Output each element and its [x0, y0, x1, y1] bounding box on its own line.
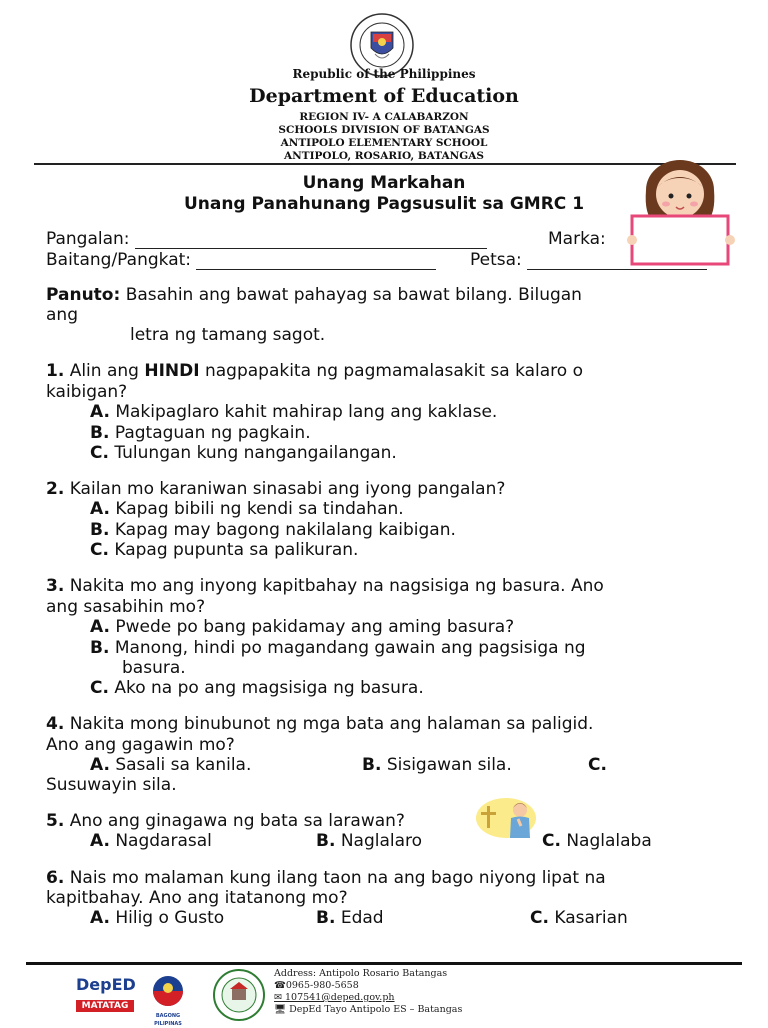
- grade-label: Baitang/Pangkat:: [46, 250, 192, 270]
- region-line: REGION IV- A CALABARZON: [299, 111, 469, 123]
- question-2: 2. Kailan mo karaniwan sinasabi ang iyong pangalan?: [46, 479, 506, 499]
- q4-option-b[interactable]: B. Sisigawan sila.: [362, 755, 512, 775]
- q5-option-c[interactable]: C. Naglalaba: [542, 831, 652, 851]
- title-quarter: Unang Markahan: [302, 173, 466, 193]
- q2-option-a[interactable]: A. Kapag bibili ng kendi sa tindahan.: [90, 499, 404, 519]
- footer-facebook: 🖥 DepEd Tayo Antipolo ES – Batangas: [274, 1004, 463, 1015]
- date-label: Petsa:: [470, 250, 522, 270]
- q3-option-b[interactable]: B. Manong, hindi po magandang gawain ang pagsisiga ng: [90, 638, 586, 658]
- bagong-pilipinas-text: BAGONG PILIPINAS: [154, 1013, 182, 1027]
- bagong-pilipinas-logo: [142, 974, 194, 1027]
- score-label: Marka:: [548, 229, 606, 249]
- instructions-label: Panuto:: [46, 285, 121, 305]
- q4-option-a[interactable]: A. Sasali sa kanila.: [90, 755, 252, 775]
- question-1: 1. Alin ang HINDI nagpapakita ng pagmamalasakit sa kalaro o: [46, 361, 584, 381]
- q5-option-a[interactable]: A. Nagdarasal: [90, 831, 212, 851]
- title-exam: Unang Panahunang Pagsusulit sa GMRC 1: [183, 194, 585, 214]
- q3-option-b-wrap: basura.: [122, 658, 186, 678]
- q2-option-c[interactable]: C. Kapag pupunta sa palikuran.: [90, 540, 359, 560]
- question-3-wrap: ang sasabihin mo?: [46, 597, 206, 617]
- q6-option-c[interactable]: C. Kasarian: [530, 908, 628, 928]
- q2-option-b[interactable]: B. Kapag may bagong nakilalang kaibigan.: [90, 520, 456, 540]
- name-input-line[interactable]: [135, 232, 487, 249]
- republic-line: Republic of the Philippines: [292, 67, 476, 81]
- footer-contact: [274, 968, 462, 1016]
- instructions-wrap: ang: [46, 305, 78, 325]
- q1-option-b[interactable]: B. Pagtaguan ng pagkain.: [90, 423, 311, 443]
- question-6: 6. Nais mo malaman kung ilang taon na ang bago niyong lipat na: [46, 868, 606, 888]
- question-5: 5. Ano ang ginagawa ng bata sa larawan?: [46, 811, 405, 831]
- footer-email[interactable]: ✉ 107541@deped.gov.ph: [274, 992, 395, 1003]
- name-field[interactable]: [46, 229, 487, 249]
- q4-option-c[interactable]: C.: [588, 755, 607, 775]
- q4-option-c-wrap: Susuwayin sila.: [46, 775, 177, 795]
- deped-matatag-logo: [76, 976, 134, 1016]
- q1-option-a[interactable]: A. Makipaglaro kahit mahirap lang ang kaklase.: [90, 402, 498, 422]
- grade-field[interactable]: [46, 250, 436, 270]
- q3-option-c[interactable]: C. Ako na po ang magsisiga ng basura.: [90, 678, 424, 698]
- deped-logo-text: DepED: [76, 975, 136, 994]
- question-4: 4. Nakita mong binubunot ng mga bata ang halaman sa paligid.: [46, 714, 594, 734]
- footer-phone: ☎0965-980-5658: [274, 980, 359, 991]
- department-line: Department of Education: [249, 85, 519, 107]
- school-line: ANTIPOLO ELEMENTARY SCHOOL: [280, 137, 488, 149]
- date-field[interactable]: [470, 250, 707, 270]
- school-seal: [212, 968, 266, 1022]
- footer-rule: [26, 962, 742, 965]
- q6-option-a[interactable]: A. Hilig o Gusto: [90, 908, 225, 928]
- footer-address: Address: Antipolo Rosario Batangas: [274, 968, 448, 979]
- matatag-logo-text: MATATAG: [76, 1000, 134, 1012]
- address-line: ANTIPOLO, ROSARIO, BATANGAS: [284, 150, 484, 162]
- grade-input-line[interactable]: [196, 253, 436, 270]
- instructions-line3: letra ng tamang sagot.: [130, 325, 326, 345]
- question-4-wrap: Ano ang gagawin mo?: [46, 735, 235, 755]
- q5-option-b[interactable]: B. Naglalaro: [316, 831, 423, 851]
- division-line: SCHOOLS DIVISION OF BATANGAS: [278, 124, 490, 136]
- instructions: Panuto: Basahin ang bawat pahayag sa bawat bilang. Bilugan: [46, 285, 582, 305]
- date-input-line[interactable]: [527, 253, 707, 270]
- q1-option-c[interactable]: C. Tulungan kung nangangailangan.: [90, 443, 397, 463]
- q3-option-a[interactable]: A. Pwede po bang pakidamay ang aming basura?: [90, 617, 515, 637]
- name-label: Pangalan:: [46, 229, 130, 249]
- question-6-wrap: kapitbahay. Ano ang itatanong mo?: [46, 888, 348, 908]
- q6-option-b[interactable]: B. Edad: [316, 908, 384, 928]
- praying-child-illustration: [474, 796, 538, 844]
- question-3: 3. Nakita mo ang inyong kapitbahay na nagsisiga ng basura. Ano: [46, 576, 604, 596]
- question-1-wrap: kaibigan?: [46, 382, 128, 402]
